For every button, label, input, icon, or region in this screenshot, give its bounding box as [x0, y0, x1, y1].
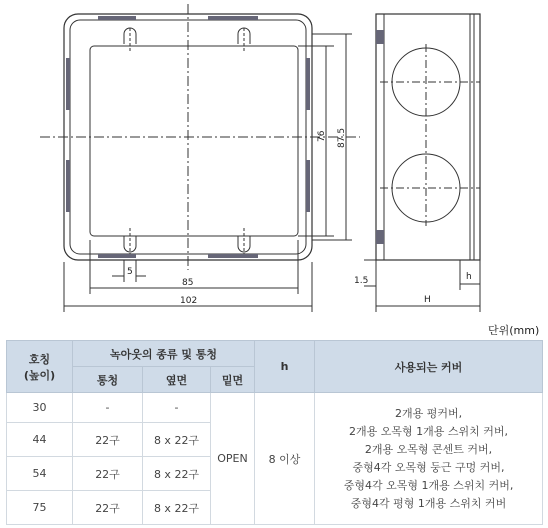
unit-label: 단위(mm) — [488, 324, 540, 337]
table-row — [7, 393, 543, 423]
cover-item: 중형4각 평형 1개용 스위치 커버 — [350, 496, 507, 510]
header-mitmyeon: 밑면 — [211, 367, 255, 393]
dim-5: 5 — [127, 267, 133, 277]
cell-covers — [315, 393, 543, 525]
box-inner-frame — [90, 46, 298, 236]
cover-item: 2개용 평커버, — [394, 406, 463, 420]
cell-tong: - — [73, 393, 143, 423]
dim-H: H — [424, 295, 431, 305]
dim-76: 76 — [317, 130, 327, 142]
cell-size: 44 — [7, 423, 73, 457]
header-knockout: 녹아웃의 종류 및 통청 — [73, 341, 255, 367]
cell-side: - — [143, 393, 211, 423]
dim-87-5: 87.5 — [337, 127, 347, 148]
cell-bottom: OPEN — [211, 393, 255, 525]
cell-size: 54 — [7, 457, 73, 491]
cell-h-value: 8 이상 — [255, 393, 315, 525]
cover-item: 중형4각 오목형 둥근 구멍 커버, — [352, 460, 505, 474]
cell-tong: 22구 — [73, 491, 143, 525]
cell-size: 75 — [7, 491, 73, 525]
dim-85: 85 — [182, 278, 194, 288]
cover-item: 2개용 오목형 콘센트 커버, — [364, 442, 493, 456]
cell-side: 8 x 22구 — [143, 423, 211, 457]
cell-size: 30 — [7, 393, 73, 423]
cover-item: 2개용 오목형 1개용 스위치 커버, — [349, 424, 509, 438]
dim-h: h — [466, 272, 472, 282]
dim-1-5: 1.5 — [354, 276, 369, 286]
cell-side: 8 x 22구 — [143, 457, 211, 491]
cell-tong: 22구 — [73, 457, 143, 491]
dim-102: 102 — [180, 296, 198, 306]
header-tongcheong: 통청 — [73, 367, 143, 393]
header-h: h — [255, 341, 315, 393]
cover-item: 중형4각 오목형 1개용 스위치 커버, — [343, 478, 514, 492]
side-view-outline — [376, 14, 480, 260]
cell-side: 8 x 22구 — [143, 491, 211, 525]
header-yeopmyeon: 옆면 — [143, 367, 211, 393]
header-cover: 사용되는 커버 — [315, 341, 543, 393]
spec-table — [6, 340, 543, 525]
header-hocheong: 호칭 (높이) — [7, 341, 73, 393]
cell-tong: 22구 — [73, 423, 143, 457]
